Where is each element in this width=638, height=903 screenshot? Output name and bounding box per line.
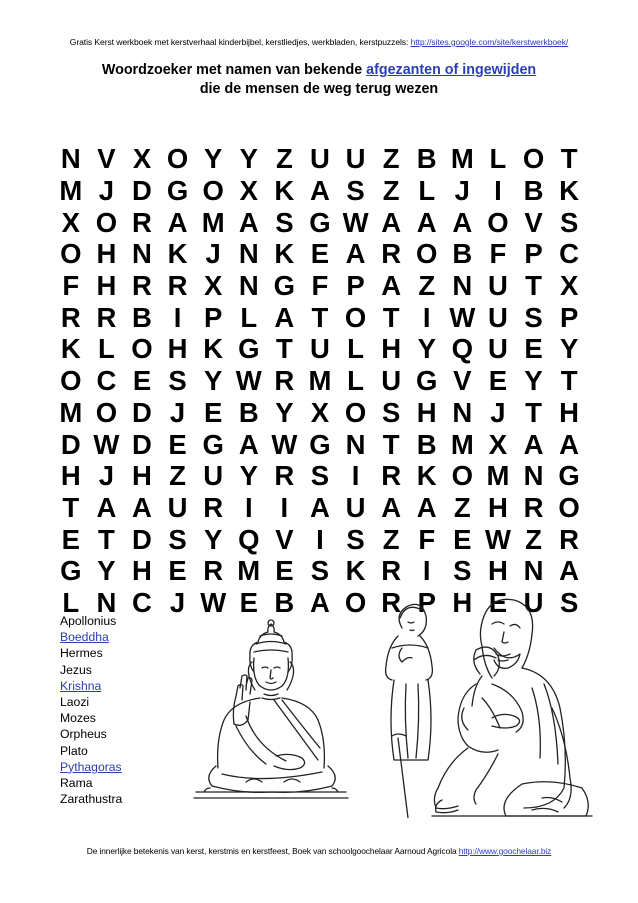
grid-letter: K: [274, 175, 295, 207]
grid-letter: H: [452, 586, 473, 618]
grid-letter: X: [132, 143, 152, 175]
grid-letter: W: [200, 586, 227, 618]
grid-letter: T: [382, 301, 400, 333]
grid-letter: N: [132, 238, 152, 270]
grid-letter: R: [559, 523, 580, 555]
grid-letter: X: [204, 270, 223, 302]
grid-letter: U: [345, 491, 366, 523]
grid-letter: L: [347, 365, 364, 397]
header-link[interactable]: http://sites.google.com/site/kerstwerkboek/: [410, 37, 569, 47]
grid-letter: U: [381, 365, 402, 397]
word-list-item: Rama: [60, 776, 93, 791]
grid-letter: W: [271, 428, 298, 460]
grid-letter: H: [60, 460, 81, 492]
grid-letter: M: [237, 555, 261, 587]
grid-letter: J: [490, 396, 506, 428]
grid-letter: E: [168, 428, 187, 460]
grid-letter: Q: [238, 523, 260, 555]
grid-letter: H: [487, 555, 508, 587]
grid-letter: A: [238, 428, 259, 460]
word-list-item[interactable]: Pythagoras: [60, 759, 122, 774]
grid-letter: Y: [204, 143, 223, 175]
grid-letter: Y: [239, 460, 258, 492]
grid-letter: Y: [524, 365, 543, 397]
grid-letter: Z: [382, 175, 400, 207]
grid-letter: U: [310, 143, 330, 175]
grid-letter: E: [168, 555, 187, 587]
title-link[interactable]: afgezanten of ingewijden: [366, 62, 537, 78]
word-list-item: Apollonius: [60, 614, 117, 628]
grid-letter: H: [381, 333, 402, 365]
grid-letter: W: [449, 301, 476, 333]
word-list-item: Jezus: [60, 662, 92, 677]
grid-letter: O: [202, 175, 224, 207]
grid-letter: F: [311, 270, 329, 302]
grid-letter: P: [559, 301, 579, 333]
grid-letter: U: [523, 586, 544, 618]
grid-letter: A: [416, 206, 437, 238]
grid-letter: T: [525, 270, 542, 302]
grid-letter: N: [523, 555, 544, 587]
grid-letter: T: [382, 428, 400, 460]
grid-letter: D: [60, 428, 81, 460]
grid-letter: O: [60, 365, 82, 397]
grid-letter: O: [344, 586, 367, 618]
grid-letter: K: [203, 333, 224, 365]
grid-letter: N: [60, 143, 81, 175]
grid-letter: K: [559, 175, 580, 207]
grid-letter: D: [132, 396, 152, 428]
grid-letter: A: [310, 491, 330, 523]
grid-letter: G: [202, 428, 224, 460]
page-header: [0, 37, 638, 47]
word-list-item[interactable]: Boeddha: [60, 630, 109, 645]
grid-letter: I: [494, 175, 502, 207]
grid-letter: Y: [97, 555, 116, 587]
grid-row: [53, 428, 587, 460]
grid-letter: N: [238, 238, 259, 270]
grid-letter: O: [95, 206, 118, 238]
grid-letter: M: [201, 206, 225, 238]
grid-letter: I: [280, 491, 289, 523]
grid-letter: E: [488, 365, 508, 397]
grid-letter: H: [167, 333, 188, 365]
grid-letter: O: [166, 143, 189, 175]
grid-letter: O: [487, 206, 509, 238]
grid-letter: N: [452, 270, 473, 302]
grid-letter: R: [132, 206, 152, 238]
grid-letter: U: [203, 460, 224, 492]
page-footer: [0, 846, 638, 856]
grid-letter: E: [61, 523, 80, 555]
grid-letter: G: [60, 555, 82, 587]
grid-letter: O: [416, 238, 438, 270]
grid-letter: Y: [204, 523, 223, 555]
grid-letter: T: [525, 396, 542, 428]
grid-letter: G: [558, 460, 580, 492]
grid-letter: X: [559, 270, 579, 302]
grid-letter: E: [204, 396, 223, 428]
grid-letter: J: [205, 238, 221, 270]
grid-letter: M: [450, 428, 474, 460]
grid-letter: B: [274, 586, 295, 618]
grid-letter: E: [488, 586, 508, 618]
grid-letter: V: [275, 523, 294, 555]
grid-letter: L: [418, 175, 436, 207]
grid-letter: O: [95, 396, 118, 428]
grid-letter: E: [310, 238, 330, 270]
grid-letter: U: [167, 491, 188, 523]
grid-letter: I: [316, 523, 324, 555]
grid-letter: S: [168, 523, 187, 555]
buddha-drawing: [176, 616, 366, 806]
grid-letter: H: [416, 396, 437, 428]
word-list-item: Laozi: [60, 695, 90, 710]
grid-letter: O: [451, 460, 474, 492]
grid-letter: J: [98, 460, 115, 492]
grid-letter: Z: [382, 523, 400, 555]
grid-letter: Z: [525, 523, 542, 555]
grid-letter: G: [238, 333, 260, 365]
grid-letter: G: [273, 270, 296, 302]
word-list-item: Zarathustra: [60, 792, 123, 807]
grid-letter: S: [381, 396, 401, 428]
grid-letter: P: [524, 238, 543, 270]
grid-letter: L: [347, 333, 364, 365]
grid-letter: U: [487, 333, 508, 365]
grid-letter: M: [308, 365, 332, 397]
grid-letter: E: [524, 333, 543, 365]
footer-link[interactable]: http://www.goochelaar.biz: [458, 846, 552, 856]
grid-letter: R: [96, 301, 117, 333]
grid-letter: X: [310, 396, 330, 428]
grid-letter: Z: [453, 491, 471, 523]
grid-letter: O: [522, 143, 545, 175]
grid-letter: T: [311, 301, 329, 333]
grid-letter: J: [454, 175, 470, 207]
grid-letter: N: [523, 460, 544, 492]
grid-letter: A: [381, 206, 402, 238]
grid-letter: K: [274, 238, 295, 270]
grid-letter: R: [523, 491, 544, 523]
grid-letter: O: [131, 333, 153, 365]
header-text: Gratis Kerst werkboek met kerstverhaal kinderbijbel, kerstliedjes, werkbladen, kerstpuzzels:: [69, 37, 411, 47]
grid-letter: R: [60, 301, 81, 333]
title-line-2: die de mensen de weg terug wezen: [199, 81, 439, 97]
grid-letter: U: [487, 270, 508, 302]
grid-letter: O: [344, 396, 367, 428]
grid-letter: E: [239, 586, 258, 618]
grid-letter: H: [132, 460, 152, 492]
grid-letter: S: [346, 523, 365, 555]
grid-letter: T: [275, 333, 293, 365]
grid-letter: Y: [275, 396, 294, 428]
grid-row: [53, 175, 587, 207]
grid-letter: B: [416, 428, 437, 460]
grid-letter: W: [93, 428, 120, 460]
grid-letter: Z: [382, 143, 400, 175]
grid-letter: V: [453, 365, 472, 397]
grid-letter: M: [450, 143, 474, 175]
grid-letter: B: [523, 175, 544, 207]
grid-row: [53, 397, 587, 429]
grid-letter: S: [275, 206, 294, 238]
title-line-1: [0, 61, 638, 80]
grid-letter: O: [558, 491, 580, 523]
grid-letter: G: [416, 365, 438, 397]
word-search-grid: [53, 143, 587, 618]
grid-letter: P: [346, 270, 365, 302]
grid-row: [53, 492, 587, 524]
grid-letter: S: [524, 301, 543, 333]
grid-letter: J: [98, 175, 115, 207]
grid-letter: A: [132, 491, 152, 523]
grid-letter: W: [235, 365, 262, 397]
grid-letter: S: [310, 555, 330, 587]
grid-letter: C: [132, 586, 152, 618]
grid-row: [53, 555, 587, 587]
grid-letter: A: [381, 491, 402, 523]
grid-row: [53, 365, 587, 397]
grid-letter: A: [381, 270, 402, 302]
grid-letter: E: [275, 555, 294, 587]
grid-letter: K: [345, 555, 366, 587]
grid-letter: M: [59, 396, 83, 428]
grid-letter: M: [59, 175, 83, 207]
grid-letter: A: [310, 586, 330, 618]
grid-letter: T: [62, 491, 80, 523]
grid-letter: A: [96, 491, 117, 523]
grid-letter: L: [97, 333, 115, 365]
grid-letter: R: [381, 555, 402, 587]
grid-letter: W: [342, 206, 369, 238]
grid-letter: Z: [275, 143, 293, 175]
grid-letter: T: [97, 523, 115, 555]
grid-letter: R: [381, 238, 402, 270]
grid-letter: C: [559, 238, 580, 270]
grid-letter: R: [167, 270, 188, 302]
grid-letter: S: [346, 175, 365, 207]
grid-letter: H: [96, 238, 117, 270]
grid-letter: W: [484, 523, 511, 555]
grid-letter: G: [166, 175, 189, 207]
grid-letter: M: [486, 460, 510, 492]
grid-letter: K: [167, 238, 188, 270]
grid-letter: D: [132, 175, 152, 207]
grid-letter: S: [168, 365, 187, 397]
grid-row: [53, 238, 587, 270]
word-list-item: Hermes: [60, 646, 103, 661]
grid-letter: Y: [417, 333, 436, 365]
grid-letter: X: [488, 428, 508, 460]
grid-letter: A: [238, 206, 259, 238]
grid-letter: A: [274, 301, 295, 333]
grid-letter: Q: [451, 333, 474, 365]
grid-letter: E: [453, 523, 472, 555]
grid-letter: I: [173, 301, 182, 333]
grid-letter: J: [169, 396, 186, 428]
grid-letter: N: [96, 586, 117, 618]
grid-letter: C: [96, 365, 117, 397]
grid-letter: K: [416, 460, 437, 492]
grid-letter: S: [559, 586, 579, 618]
grid-row: [53, 333, 587, 365]
grid-letter: R: [274, 460, 295, 492]
grid-letter: F: [489, 238, 507, 270]
word-list: [60, 613, 122, 807]
grid-letter: Z: [418, 270, 436, 302]
grid-letter: S: [310, 460, 330, 492]
grid-letter: D: [132, 428, 152, 460]
grid-letter: A: [345, 238, 366, 270]
grid-letter: L: [489, 143, 507, 175]
grid-row: [53, 301, 587, 333]
grid-letter: E: [132, 365, 152, 397]
grid-letter: R: [274, 365, 295, 397]
grid-letter: A: [167, 206, 188, 238]
grid-letter: T: [560, 365, 578, 397]
title-prefix: Woordzoeker met namen van bekende: [101, 62, 367, 78]
grid-letter: O: [344, 301, 367, 333]
grid-letter: B: [238, 396, 259, 428]
grid-letter: N: [452, 396, 473, 428]
grid-letter: A: [559, 555, 580, 587]
grid-row: [53, 270, 587, 302]
grid-letter: Z: [169, 460, 186, 492]
grid-letter: B: [416, 143, 437, 175]
grid-letter: B: [132, 301, 152, 333]
grid-letter: A: [452, 206, 473, 238]
grid-letter: A: [310, 175, 330, 207]
grid-letter: K: [60, 333, 81, 365]
grid-letter: A: [523, 428, 544, 460]
grid-letter: U: [487, 301, 508, 333]
word-list-item: Mozes: [60, 711, 96, 726]
grid-letter: G: [309, 206, 331, 238]
grid-letter: I: [422, 555, 431, 587]
grid-letter: G: [309, 428, 331, 460]
grid-letter: S: [559, 206, 579, 238]
grid-letter: R: [381, 586, 402, 618]
grid-letter: H: [559, 396, 580, 428]
grid-letter: F: [62, 270, 80, 302]
word-list-item[interactable]: Krishna: [60, 678, 102, 693]
grid-letter: I: [351, 460, 360, 492]
grid-letter: Y: [559, 333, 579, 365]
grid-letter: O: [60, 238, 82, 270]
grid-letter: L: [240, 301, 258, 333]
jesus-with-child-drawing: [372, 588, 594, 818]
grid-letter: U: [345, 143, 366, 175]
grid-letter: A: [416, 491, 437, 523]
grid-letter: I: [244, 491, 253, 523]
grid-letter: N: [345, 428, 366, 460]
grid-letter: F: [418, 523, 436, 555]
grid-letter: R: [381, 460, 402, 492]
grid-letter: D: [132, 523, 152, 555]
grid-letter: H: [96, 270, 117, 302]
grid-letter: X: [239, 175, 258, 207]
grid-letter: H: [132, 555, 152, 587]
grid-letter: S: [453, 555, 472, 587]
grid-row: [53, 523, 587, 555]
grid-row: [53, 206, 587, 238]
grid-letter: Y: [204, 365, 223, 397]
grid-letter: H: [487, 491, 508, 523]
grid-letter: B: [452, 238, 473, 270]
grid-letter: Y: [239, 143, 258, 175]
grid-letter: P: [417, 586, 436, 618]
word-list-item: Orpheus: [60, 727, 107, 742]
word-list-item: Plato: [60, 743, 88, 758]
grid-letter: R: [203, 491, 224, 523]
grid-row: [53, 460, 587, 492]
footer-text: De innerlijke betekenis van kerst, kerstmis en kerstfeest, Boek van schoolgoochelaar Aarnoud Agricola: [86, 846, 459, 856]
grid-letter: T: [560, 143, 578, 175]
grid-letter: U: [310, 333, 330, 365]
grid-letter: R: [203, 555, 224, 587]
page-title: [0, 61, 638, 99]
grid-letter: V: [97, 143, 116, 175]
grid-letter: L: [62, 586, 80, 618]
grid-letter: I: [422, 301, 431, 333]
grid-letter: P: [204, 301, 223, 333]
grid-letter: N: [238, 270, 259, 302]
grid-letter: X: [61, 206, 80, 238]
grid-row: [53, 143, 587, 175]
grid-letter: A: [559, 428, 580, 460]
grid-letter: J: [169, 586, 186, 618]
grid-letter: V: [524, 206, 543, 238]
grid-letter: R: [132, 270, 152, 302]
